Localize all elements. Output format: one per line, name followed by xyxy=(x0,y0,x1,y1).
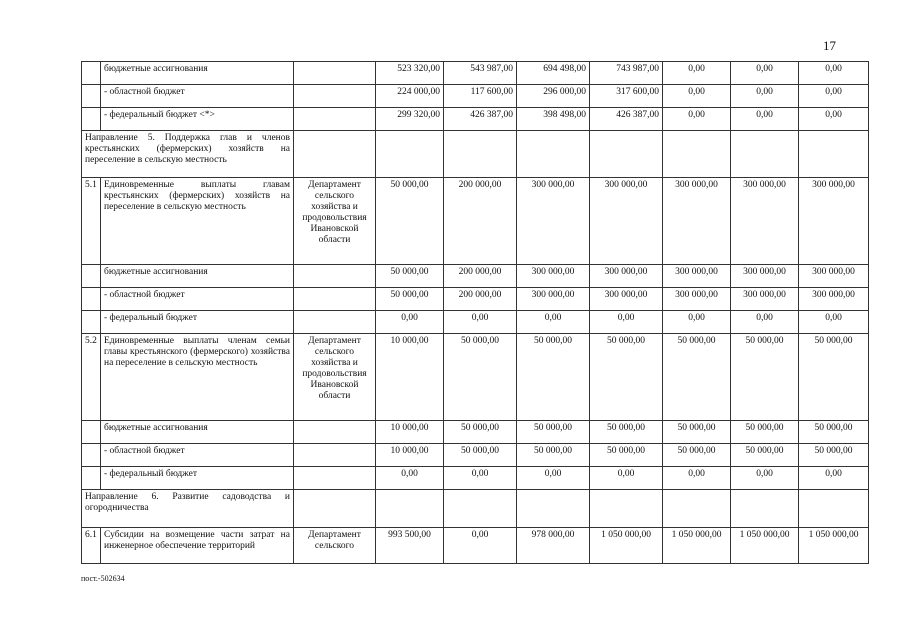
value-cell: 50 000,00 xyxy=(799,334,869,421)
value-cell: 117 600,00 xyxy=(444,85,517,108)
value-cell: 317 600,00 xyxy=(590,85,663,108)
value-cell: 426 387,00 xyxy=(590,108,663,131)
table-row xyxy=(82,85,869,108)
value-cell xyxy=(731,131,799,178)
value-cell: 224 000,00 xyxy=(376,85,444,108)
value-cell: 0,00 xyxy=(799,311,869,334)
value-cell: 0,00 xyxy=(799,62,869,85)
value-cell: 300 000,00 xyxy=(590,265,663,288)
value-cell: 50 000,00 xyxy=(517,444,590,467)
row-label: бюджетные ассигнования xyxy=(101,62,294,85)
value-cell: 743 987,00 xyxy=(590,62,663,85)
executor-cell xyxy=(294,131,376,178)
value-cell: 50 000,00 xyxy=(731,421,799,444)
value-cell: 50 000,00 xyxy=(444,334,517,421)
row-label: - областной бюджет xyxy=(101,444,294,467)
page-number: 17 xyxy=(823,38,836,53)
measure-row xyxy=(82,528,869,564)
value-cell: 523 320,00 xyxy=(376,62,444,85)
value-cell: 0,00 xyxy=(731,85,799,108)
number-cell xyxy=(82,288,101,311)
value-cell: 50 000,00 xyxy=(590,421,663,444)
value-cell: 10 000,00 xyxy=(376,444,444,467)
value-cell: 300 000,00 xyxy=(731,265,799,288)
value-cell: 993 500,00 xyxy=(376,528,444,564)
value-cell: 50 000,00 xyxy=(663,421,731,444)
value-cell: 50 000,00 xyxy=(376,265,444,288)
value-cell: 426 387,00 xyxy=(444,108,517,131)
value-cell: 50 000,00 xyxy=(517,334,590,421)
value-cell xyxy=(376,490,444,528)
direction-title: Направление 6. Развитие садоводства и огородничества xyxy=(82,490,294,528)
value-cell xyxy=(376,131,444,178)
value-cell: 299 320,00 xyxy=(376,108,444,131)
value-cell: 0,00 xyxy=(663,467,731,490)
value-cell: 50 000,00 xyxy=(663,444,731,467)
value-cell: 978 000,00 xyxy=(517,528,590,564)
value-cell xyxy=(799,131,869,178)
measure-number: 5.2 xyxy=(82,334,101,421)
executor-cell xyxy=(294,85,376,108)
value-cell xyxy=(590,490,663,528)
row-label: - областной бюджет xyxy=(101,288,294,311)
value-cell: 0,00 xyxy=(444,467,517,490)
executor-cell xyxy=(294,62,376,85)
value-cell xyxy=(517,131,590,178)
budget-table xyxy=(81,61,869,564)
executor-cell xyxy=(294,421,376,444)
executor-cell xyxy=(294,288,376,311)
value-cell: 10 000,00 xyxy=(376,334,444,421)
footer-code: пост.-502634 xyxy=(81,574,125,583)
value-cell: 50 000,00 xyxy=(731,334,799,421)
measure-row xyxy=(82,178,869,265)
table-row xyxy=(82,311,869,334)
value-cell: 50 000,00 xyxy=(799,421,869,444)
value-cell: 50 000,00 xyxy=(376,178,444,265)
value-cell: 0,00 xyxy=(663,108,731,131)
value-cell: 300 000,00 xyxy=(663,288,731,311)
table-row xyxy=(82,108,869,131)
row-label: - федеральный бюджет xyxy=(101,311,294,334)
value-cell: 50 000,00 xyxy=(444,444,517,467)
value-cell xyxy=(590,131,663,178)
value-cell: 1 050 000,00 xyxy=(590,528,663,564)
value-cell: 694 498,00 xyxy=(517,62,590,85)
executor-cell xyxy=(294,108,376,131)
row-label: бюджетные ассигнования xyxy=(101,421,294,444)
direction-title: Направление 5. Поддержка глав и членов крестьянских (фермерских) хозяйств на переселение в сельскую местность xyxy=(82,131,294,178)
executor-cell: Департамент сельского хозяйства и продовольствия Ивановской области xyxy=(294,334,376,421)
executor-cell xyxy=(294,467,376,490)
value-cell: 0,00 xyxy=(799,108,869,131)
value-cell: 200 000,00 xyxy=(444,288,517,311)
value-cell: 300 000,00 xyxy=(799,178,869,265)
measure-name: Единовременные выплаты членам семьи главы крестьянского (фермерского) хозяйства на переселение в сельскую местность xyxy=(101,334,294,421)
value-cell: 0,00 xyxy=(731,108,799,131)
value-cell: 0,00 xyxy=(799,85,869,108)
value-cell xyxy=(444,131,517,178)
value-cell xyxy=(731,490,799,528)
number-cell xyxy=(82,467,101,490)
executor-cell xyxy=(294,444,376,467)
row-label: - областной бюджет xyxy=(101,85,294,108)
measure-number: 6.1 xyxy=(82,528,101,564)
value-cell: 300 000,00 xyxy=(731,178,799,265)
row-label: бюджетные ассигнования xyxy=(101,265,294,288)
value-cell: 0,00 xyxy=(663,311,731,334)
value-cell: 0,00 xyxy=(590,311,663,334)
value-cell: 0,00 xyxy=(799,467,869,490)
value-cell: 0,00 xyxy=(444,528,517,564)
value-cell: 398 498,00 xyxy=(517,108,590,131)
value-cell: 300 000,00 xyxy=(799,265,869,288)
measure-name: Субсидии на возмещение части затрат на инженерное обеспечение территорий xyxy=(101,528,294,564)
value-cell: 50 000,00 xyxy=(376,288,444,311)
row-label: - федеральный бюджет <*> xyxy=(101,108,294,131)
executor-cell xyxy=(294,265,376,288)
executor-cell xyxy=(294,311,376,334)
table-row xyxy=(82,467,869,490)
value-cell: 0,00 xyxy=(663,62,731,85)
value-cell: 300 000,00 xyxy=(663,265,731,288)
value-cell: 300 000,00 xyxy=(517,265,590,288)
value-cell: 0,00 xyxy=(731,311,799,334)
number-cell xyxy=(82,444,101,467)
table-row xyxy=(82,421,869,444)
direction-row xyxy=(82,131,869,178)
value-cell xyxy=(663,131,731,178)
measure-name: Единовременные выплаты главам крестьянских (фермерских) хозяйств на переселение в сельскую местность xyxy=(101,178,294,265)
value-cell: 50 000,00 xyxy=(590,444,663,467)
table-row xyxy=(82,444,869,467)
value-cell: 50 000,00 xyxy=(444,421,517,444)
table-row xyxy=(82,62,869,85)
value-cell: 50 000,00 xyxy=(663,334,731,421)
value-cell: 300 000,00 xyxy=(799,288,869,311)
value-cell: 200 000,00 xyxy=(444,265,517,288)
executor-cell xyxy=(294,490,376,528)
number-cell xyxy=(82,421,101,444)
number-cell xyxy=(82,62,101,85)
value-cell: 50 000,00 xyxy=(590,334,663,421)
measure-row xyxy=(82,334,869,421)
value-cell: 300 000,00 xyxy=(663,178,731,265)
value-cell: 50 000,00 xyxy=(799,444,869,467)
value-cell: 296 000,00 xyxy=(517,85,590,108)
value-cell: 0,00 xyxy=(517,467,590,490)
value-cell: 0,00 xyxy=(731,467,799,490)
value-cell: 200 000,00 xyxy=(444,178,517,265)
value-cell: 0,00 xyxy=(444,311,517,334)
number-cell xyxy=(82,311,101,334)
number-cell xyxy=(82,85,101,108)
value-cell: 1 050 000,00 xyxy=(799,528,869,564)
value-cell xyxy=(799,490,869,528)
value-cell: 543 987,00 xyxy=(444,62,517,85)
row-label: - федеральный бюджет xyxy=(101,467,294,490)
executor-cell: Департамент сельского xyxy=(294,528,376,564)
value-cell: 1 050 000,00 xyxy=(731,528,799,564)
executor-cell: Департамент сельского хозяйства и продовольствия Ивановской области xyxy=(294,178,376,265)
value-cell: 10 000,00 xyxy=(376,421,444,444)
value-cell: 50 000,00 xyxy=(517,421,590,444)
value-cell: 300 000,00 xyxy=(517,178,590,265)
number-cell xyxy=(82,108,101,131)
value-cell: 300 000,00 xyxy=(731,288,799,311)
value-cell: 300 000,00 xyxy=(590,288,663,311)
table-row xyxy=(82,265,869,288)
value-cell: 0,00 xyxy=(376,311,444,334)
direction-row xyxy=(82,490,869,528)
value-cell: 0,00 xyxy=(663,85,731,108)
measure-number: 5.1 xyxy=(82,178,101,265)
value-cell: 1 050 000,00 xyxy=(663,528,731,564)
value-cell: 0,00 xyxy=(376,467,444,490)
table-row xyxy=(82,288,869,311)
value-cell xyxy=(663,490,731,528)
value-cell: 0,00 xyxy=(731,62,799,85)
value-cell: 0,00 xyxy=(517,311,590,334)
value-cell: 0,00 xyxy=(590,467,663,490)
value-cell xyxy=(444,490,517,528)
number-cell xyxy=(82,265,101,288)
value-cell: 300 000,00 xyxy=(590,178,663,265)
value-cell xyxy=(517,490,590,528)
value-cell: 50 000,00 xyxy=(731,444,799,467)
value-cell: 300 000,00 xyxy=(517,288,590,311)
